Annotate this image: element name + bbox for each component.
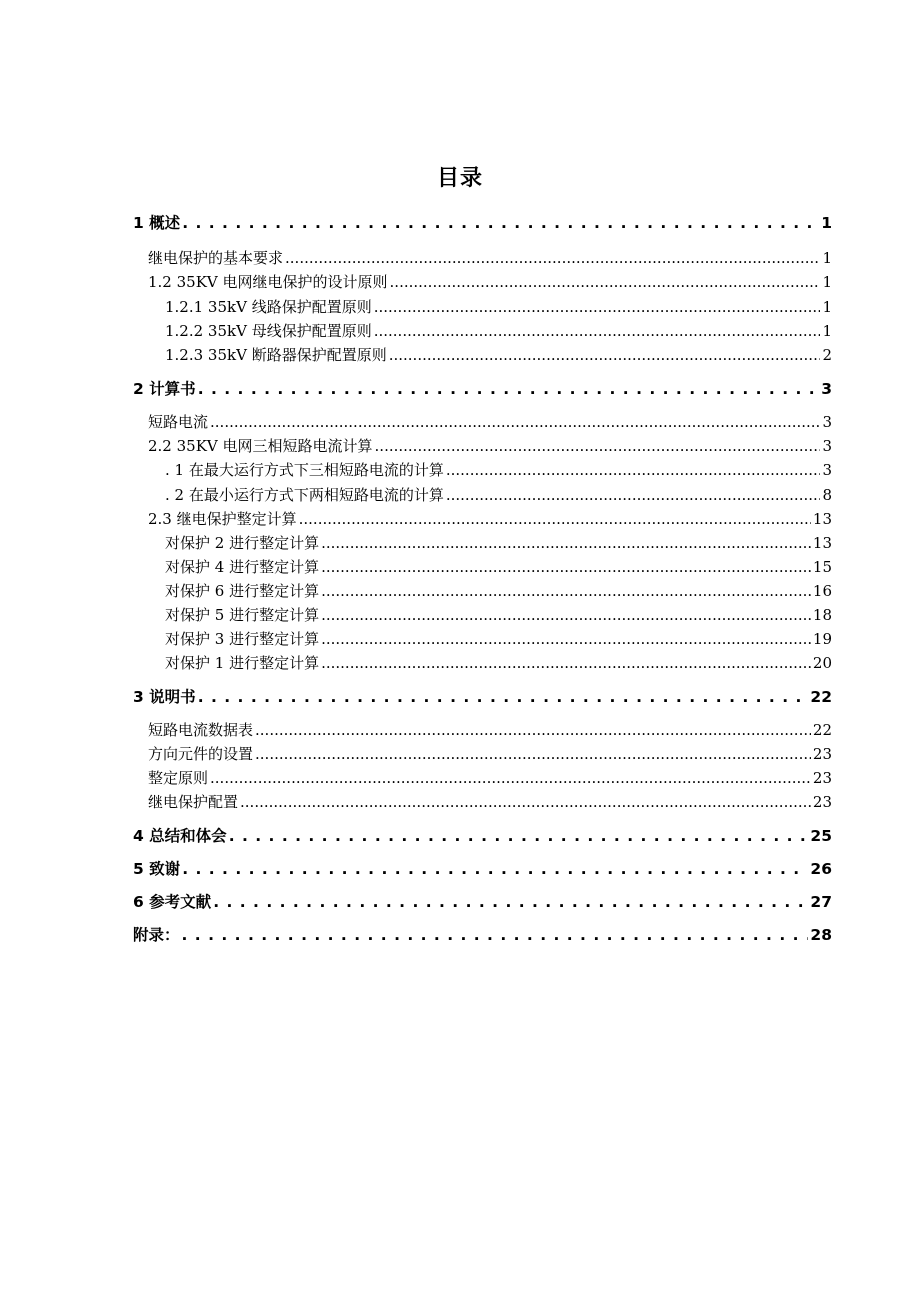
- toc-entry-page: 1: [822, 249, 832, 267]
- toc-entry-page: 23: [812, 793, 832, 811]
- toc-leader-dots: [446, 459, 821, 481]
- toc-entry-level2[interactable]: [148, 271, 832, 293]
- toc-entry-level2[interactable]: [148, 791, 832, 813]
- toc-leader-dots: [375, 435, 821, 457]
- toc-entry-text: 2.3 继电保护整定计算: [148, 510, 297, 528]
- toc-entry-page: 3: [822, 437, 832, 455]
- toc-leader-dots: [446, 484, 821, 506]
- toc-entry-text: 短路电流: [148, 413, 209, 431]
- toc-leader-dots: [374, 296, 821, 318]
- toc-entry-page: 19: [812, 630, 832, 648]
- toc-entry-text: 继电保护的基本要求: [148, 249, 284, 267]
- toc-leader-dots: [321, 604, 811, 626]
- toc-entry-text: . 2 在最小运行方式下两相短路电流的计算: [165, 486, 444, 504]
- toc-entry-text: 短路电流数据表: [148, 721, 254, 739]
- toc-entry-page: 22: [812, 721, 832, 739]
- toc-entry-page: 1: [822, 298, 832, 316]
- toc-leader-dots: [255, 743, 811, 765]
- toc-entry-page: 27: [810, 893, 832, 911]
- toc-entry-text: 对保护 3 进行整定计算: [165, 630, 320, 648]
- toc-entry-text: 6 参考文献: [133, 893, 212, 911]
- toc-leader-dots: [321, 652, 811, 674]
- toc-leader-dots: [389, 344, 821, 366]
- toc-entry-level1[interactable]: [133, 923, 832, 947]
- toc-entry-page: 3: [822, 461, 832, 479]
- toc-entry-page: 13: [812, 534, 832, 552]
- toc-entry-page: 22: [810, 688, 832, 706]
- toc-entry-text: 5 致谢: [133, 860, 181, 878]
- toc-leader-dots: [390, 271, 821, 293]
- toc-entry-page: 2: [822, 346, 832, 364]
- toc-entry-page: 1: [821, 214, 832, 232]
- toc-entry-page: 25: [810, 827, 832, 845]
- toc-entry-level2[interactable]: [148, 411, 832, 433]
- toc-entry-level3[interactable]: [165, 532, 832, 554]
- toc-entry-page: 1: [822, 273, 832, 291]
- toc-entry-text: 2.2 35KV 电网三相短路电流计算: [148, 437, 373, 455]
- toc-entry-level2[interactable]: [148, 719, 832, 741]
- toc-entry-page: 18: [812, 606, 832, 624]
- toc-entry-level3[interactable]: [165, 628, 832, 650]
- toc-entry-text: . 1 在最大运行方式下三相短路电流的计算: [165, 461, 444, 479]
- toc-entry-text: 对保护 2 进行整定计算: [165, 534, 320, 552]
- toc-entry-level3[interactable]: [165, 459, 832, 481]
- toc-entry-text: 继电保护配置: [148, 793, 239, 811]
- toc-entry-page: 8: [822, 486, 832, 504]
- toc-leader-dots: [210, 767, 811, 789]
- toc-entry-level3[interactable]: [165, 652, 832, 674]
- toc-leader-dots: [321, 580, 811, 602]
- toc-leader-dots: [198, 685, 809, 709]
- toc-entry-text: 1.2 35KV 电网继电保护的设计原则: [148, 273, 388, 291]
- toc-entry-text: 1.2.2 35kV 母线保护配置原则: [165, 322, 372, 340]
- toc-leader-dots: [198, 377, 820, 401]
- toc-entry-text: 对保护 5 进行整定计算: [165, 606, 320, 624]
- toc-entry-level3[interactable]: [165, 604, 832, 626]
- toc-entry-level1[interactable]: [133, 857, 832, 881]
- toc-entry-text: 1.2.1 35kV 线路保护配置原则: [165, 298, 372, 316]
- toc-entry-page: 23: [812, 769, 832, 787]
- toc-entry-text: 对保护 1 进行整定计算: [165, 654, 320, 672]
- toc-entry-level3[interactable]: [165, 320, 832, 342]
- toc-entry-page: 28: [810, 926, 832, 944]
- toc-entry-level2[interactable]: [148, 435, 832, 457]
- toc-entry-level2[interactable]: [148, 767, 832, 789]
- toc-entry-level3[interactable]: [165, 296, 832, 318]
- toc-entry-text: 对保护 4 进行整定计算: [165, 558, 320, 576]
- toc-entry-level1[interactable]: [133, 685, 832, 709]
- toc-entry-page: 20: [812, 654, 832, 672]
- toc-entry-page: 3: [822, 413, 832, 431]
- toc-leader-dots: [182, 211, 819, 235]
- toc-entry-page: 3: [821, 380, 832, 398]
- toc-entry-text: 整定原则: [148, 769, 209, 787]
- toc-entry-text: 2 计算书: [133, 380, 196, 398]
- toc-entry-page: 13: [812, 510, 832, 528]
- toc-leader-dots: [182, 923, 809, 947]
- toc-entry-level3[interactable]: [165, 580, 832, 602]
- toc-title: 目录: [436, 166, 483, 191]
- toc-entry-level2[interactable]: [148, 508, 832, 530]
- toc-entry-level1[interactable]: [133, 211, 832, 235]
- toc-entry-level3[interactable]: [165, 556, 832, 578]
- toc-entry-level1[interactable]: [133, 890, 832, 914]
- toc-entry-text: 附录：: [133, 926, 180, 944]
- toc-entry-level2[interactable]: [148, 247, 832, 269]
- toc-entry-page: 26: [810, 860, 832, 878]
- toc-entry-text: 1 概述: [133, 214, 181, 232]
- toc-entry-text: 4 总结和体会: [133, 827, 227, 845]
- toc-leader-dots: [255, 719, 811, 741]
- toc-leader-dots: [229, 824, 809, 848]
- toc-leader-dots: [210, 411, 820, 433]
- toc-leader-dots: [321, 628, 811, 650]
- toc-entry-text: 对保护 6 进行整定计算: [165, 582, 320, 600]
- toc-entry-level3[interactable]: [165, 344, 832, 366]
- toc-leader-dots: [321, 532, 811, 554]
- toc-leader-dots: [374, 320, 821, 342]
- toc-leader-dots: [321, 556, 811, 578]
- toc-entry-level1[interactable]: [133, 824, 832, 848]
- toc-leader-dots: [182, 857, 808, 881]
- toc-entry-text: 方向元件的设置: [148, 745, 254, 763]
- toc-leader-dots: [299, 508, 811, 530]
- toc-entry-page: 15: [812, 558, 832, 576]
- toc-leader-dots: [240, 791, 811, 813]
- toc-entry-level1[interactable]: [133, 377, 832, 401]
- toc-entry-level3[interactable]: [165, 484, 832, 506]
- toc-entry-level2[interactable]: [148, 743, 832, 765]
- toc-entry-page: 16: [812, 582, 832, 600]
- toc-entry-text: 1.2.3 35kV 断路器保护配置原则: [165, 346, 387, 364]
- toc-entry-text: 3 说明书: [133, 688, 196, 706]
- toc-leader-dots: [285, 247, 820, 269]
- toc-entry-page: 23: [812, 745, 832, 763]
- toc-leader-dots: [213, 890, 808, 914]
- toc-entry-page: 1: [822, 322, 832, 340]
